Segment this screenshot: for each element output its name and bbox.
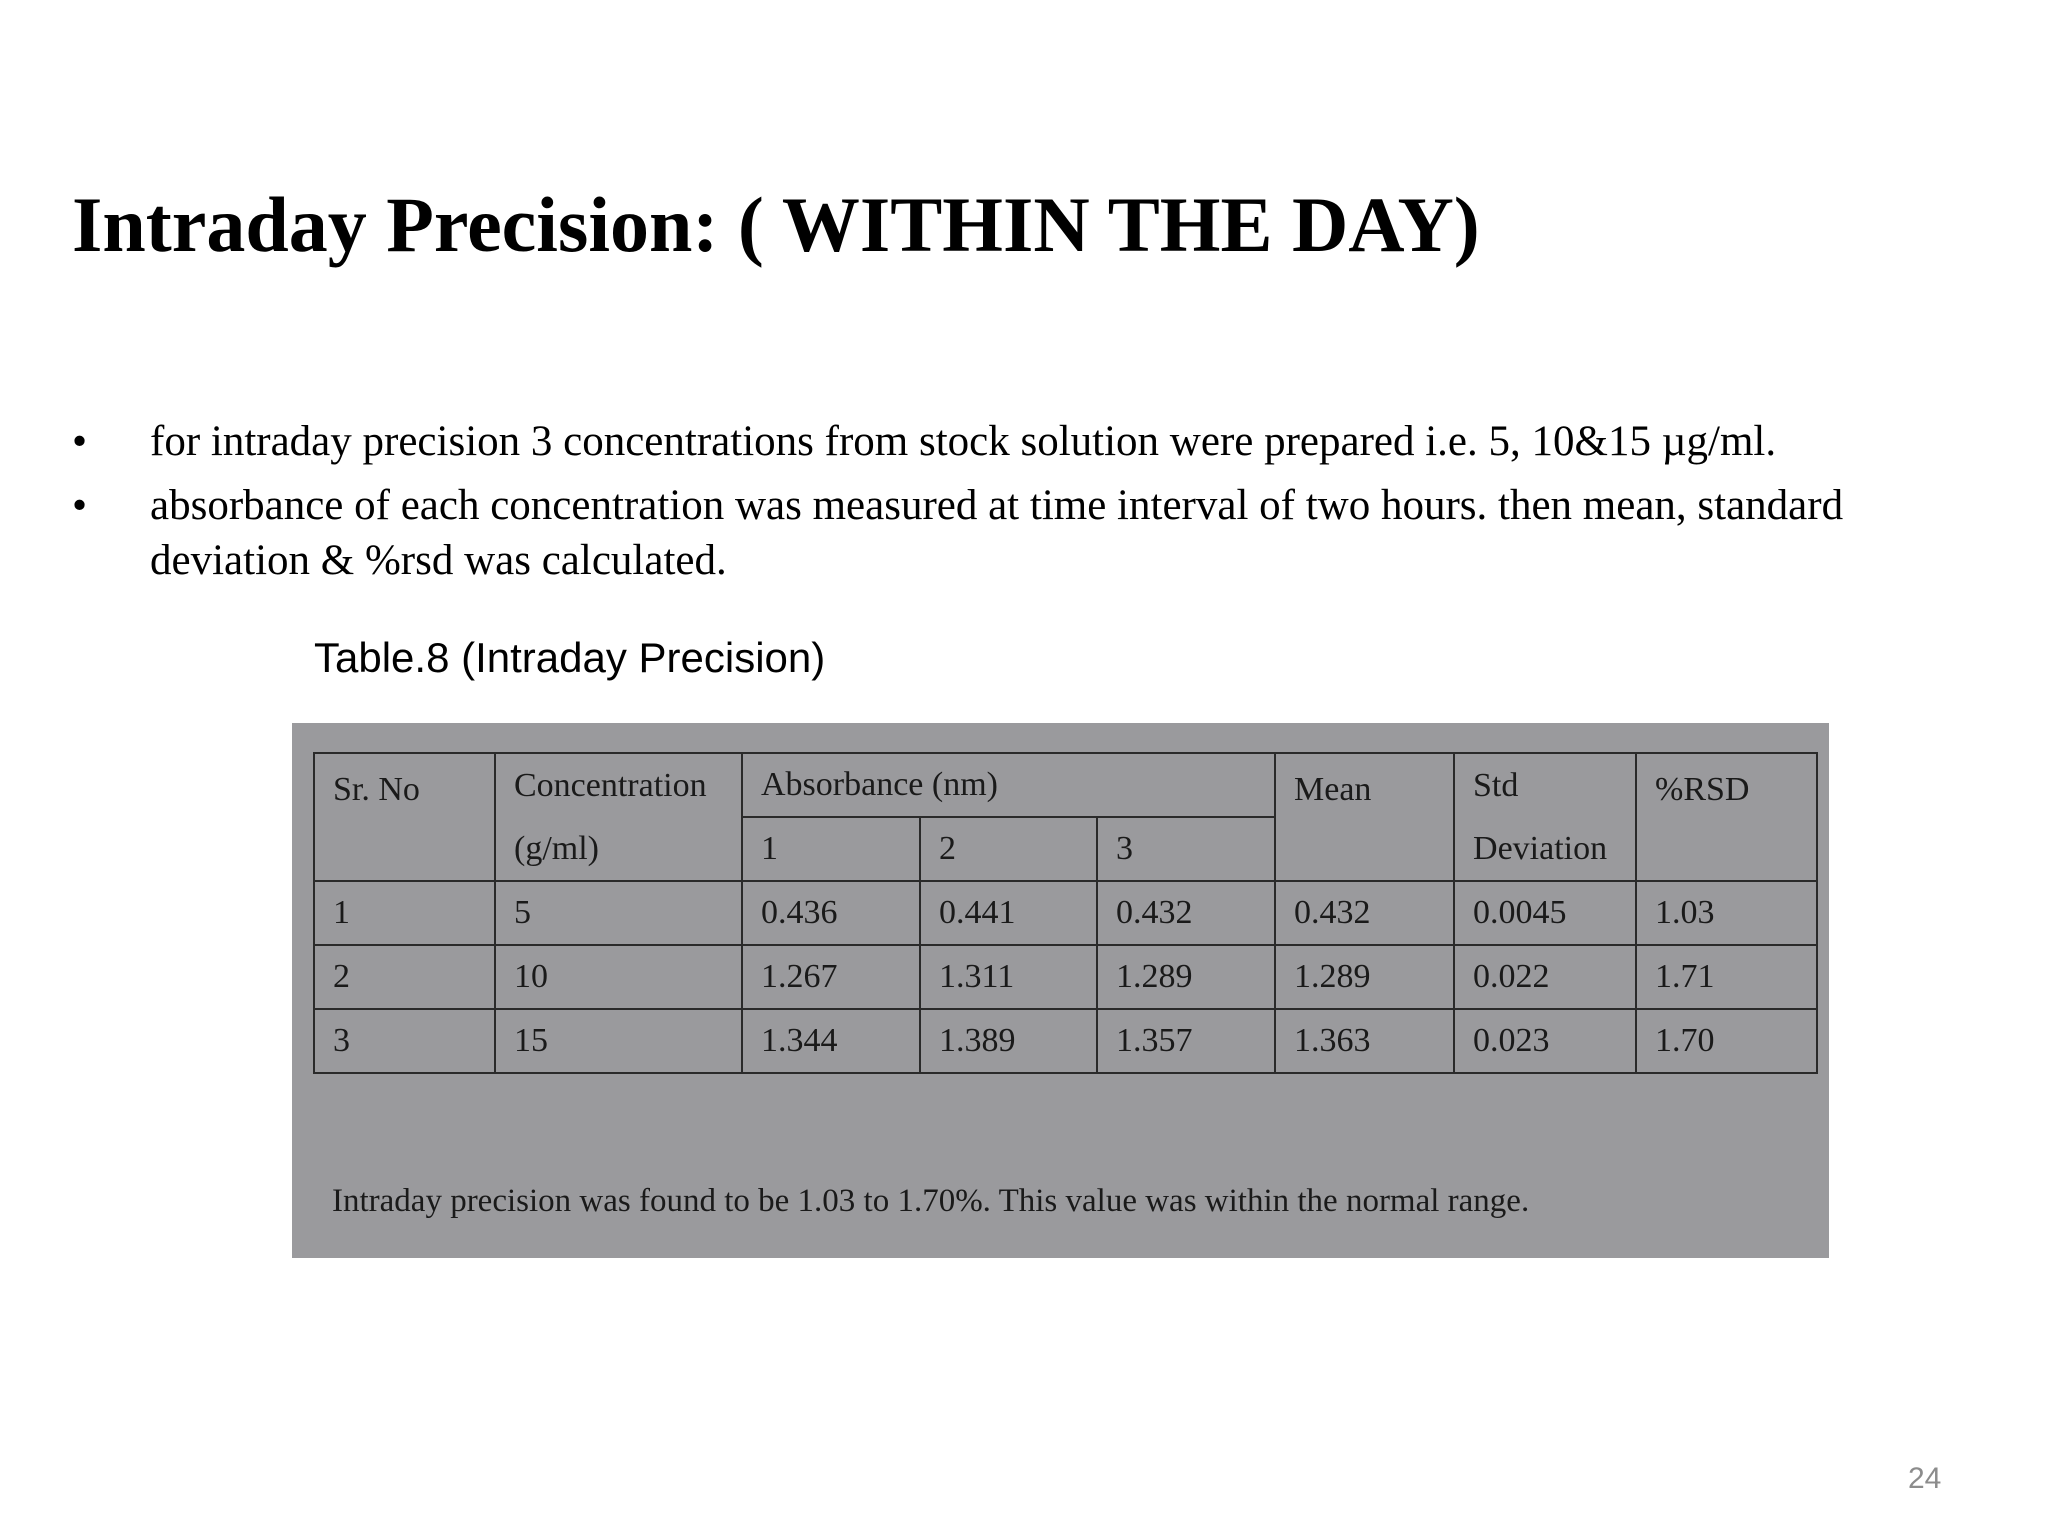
bullet-dot-icon: • (72, 418, 88, 465)
table-row (314, 881, 1817, 945)
header-deviation: Deviation (1454, 817, 1636, 881)
cell-std-deviation: 0.0045 (1454, 881, 1636, 945)
bullet-list (72, 414, 1972, 597)
header-absorbance: Absorbance (nm) (742, 753, 1275, 817)
slide-title: Intraday Precision: ( WITHIN THE DAY) (72, 181, 1480, 268)
cell-rsd: 1.03 (1636, 881, 1817, 945)
cell-absorbance-3: 0.432 (1097, 881, 1275, 945)
cell-concentration: 5 (495, 881, 742, 945)
cell-mean: 1.289 (1275, 945, 1454, 1009)
table-caption: Table.8 (Intraday Precision) (314, 634, 826, 681)
table-note: Intraday precision was found to be 1.03 to 1.70%. This value was within the normal range. (332, 1183, 1530, 1219)
cell-absorbance-1: 1.344 (742, 1009, 920, 1073)
header-absorbance-3: 3 (1097, 817, 1275, 881)
header-absorbance-2: 2 (920, 817, 1097, 881)
cell-absorbance-3: 1.289 (1097, 945, 1275, 1009)
cell-sr-no: 1 (314, 881, 495, 945)
header-rsd: %RSD (1636, 753, 1817, 881)
bullet-text: absorbance of each concentration was measured at time interval of two hours. then mean, standard deviation & %rsd was calculated. (150, 482, 1844, 584)
cell-rsd: 1.70 (1636, 1009, 1817, 1073)
cell-absorbance-2: 1.311 (920, 945, 1097, 1009)
cell-absorbance-1: 0.436 (742, 881, 920, 945)
cell-concentration: 10 (495, 945, 742, 1009)
header-concentration-unit: (g/ml) (495, 817, 742, 881)
header-sr-no: Sr. No (314, 753, 495, 881)
bullet-item (72, 414, 1972, 469)
cell-concentration: 15 (495, 1009, 742, 1073)
bullet-item (72, 478, 1972, 588)
table-row (314, 1009, 1817, 1073)
cell-mean: 1.363 (1275, 1009, 1454, 1073)
table-row (314, 945, 1817, 1009)
header-std-deviation: Std (1454, 753, 1636, 817)
cell-mean: 0.432 (1275, 881, 1454, 945)
header-mean: Mean (1275, 753, 1454, 881)
cell-absorbance-2: 0.441 (920, 881, 1097, 945)
cell-sr-no: 2 (314, 945, 495, 1009)
precision-table (313, 752, 1818, 1074)
table-header-row (314, 753, 1817, 817)
bullet-text: for intraday precision 3 concentrations from stock solution were prepared i.e. 5, 10&15 µg/ml. (150, 418, 1777, 465)
precision-table-image (292, 723, 1829, 1258)
bullet-dot-icon: • (72, 482, 88, 529)
header-absorbance-1: 1 (742, 817, 920, 881)
cell-std-deviation: 0.023 (1454, 1009, 1636, 1073)
page-number: 24 (1908, 1462, 1942, 1495)
table-subheader-row (314, 817, 1817, 881)
cell-absorbance-1: 1.267 (742, 945, 920, 1009)
cell-std-deviation: 0.022 (1454, 945, 1636, 1009)
header-concentration: Concentration (495, 753, 742, 817)
cell-absorbance-3: 1.357 (1097, 1009, 1275, 1073)
cell-sr-no: 3 (314, 1009, 495, 1073)
cell-absorbance-2: 1.389 (920, 1009, 1097, 1073)
cell-rsd: 1.71 (1636, 945, 1817, 1009)
